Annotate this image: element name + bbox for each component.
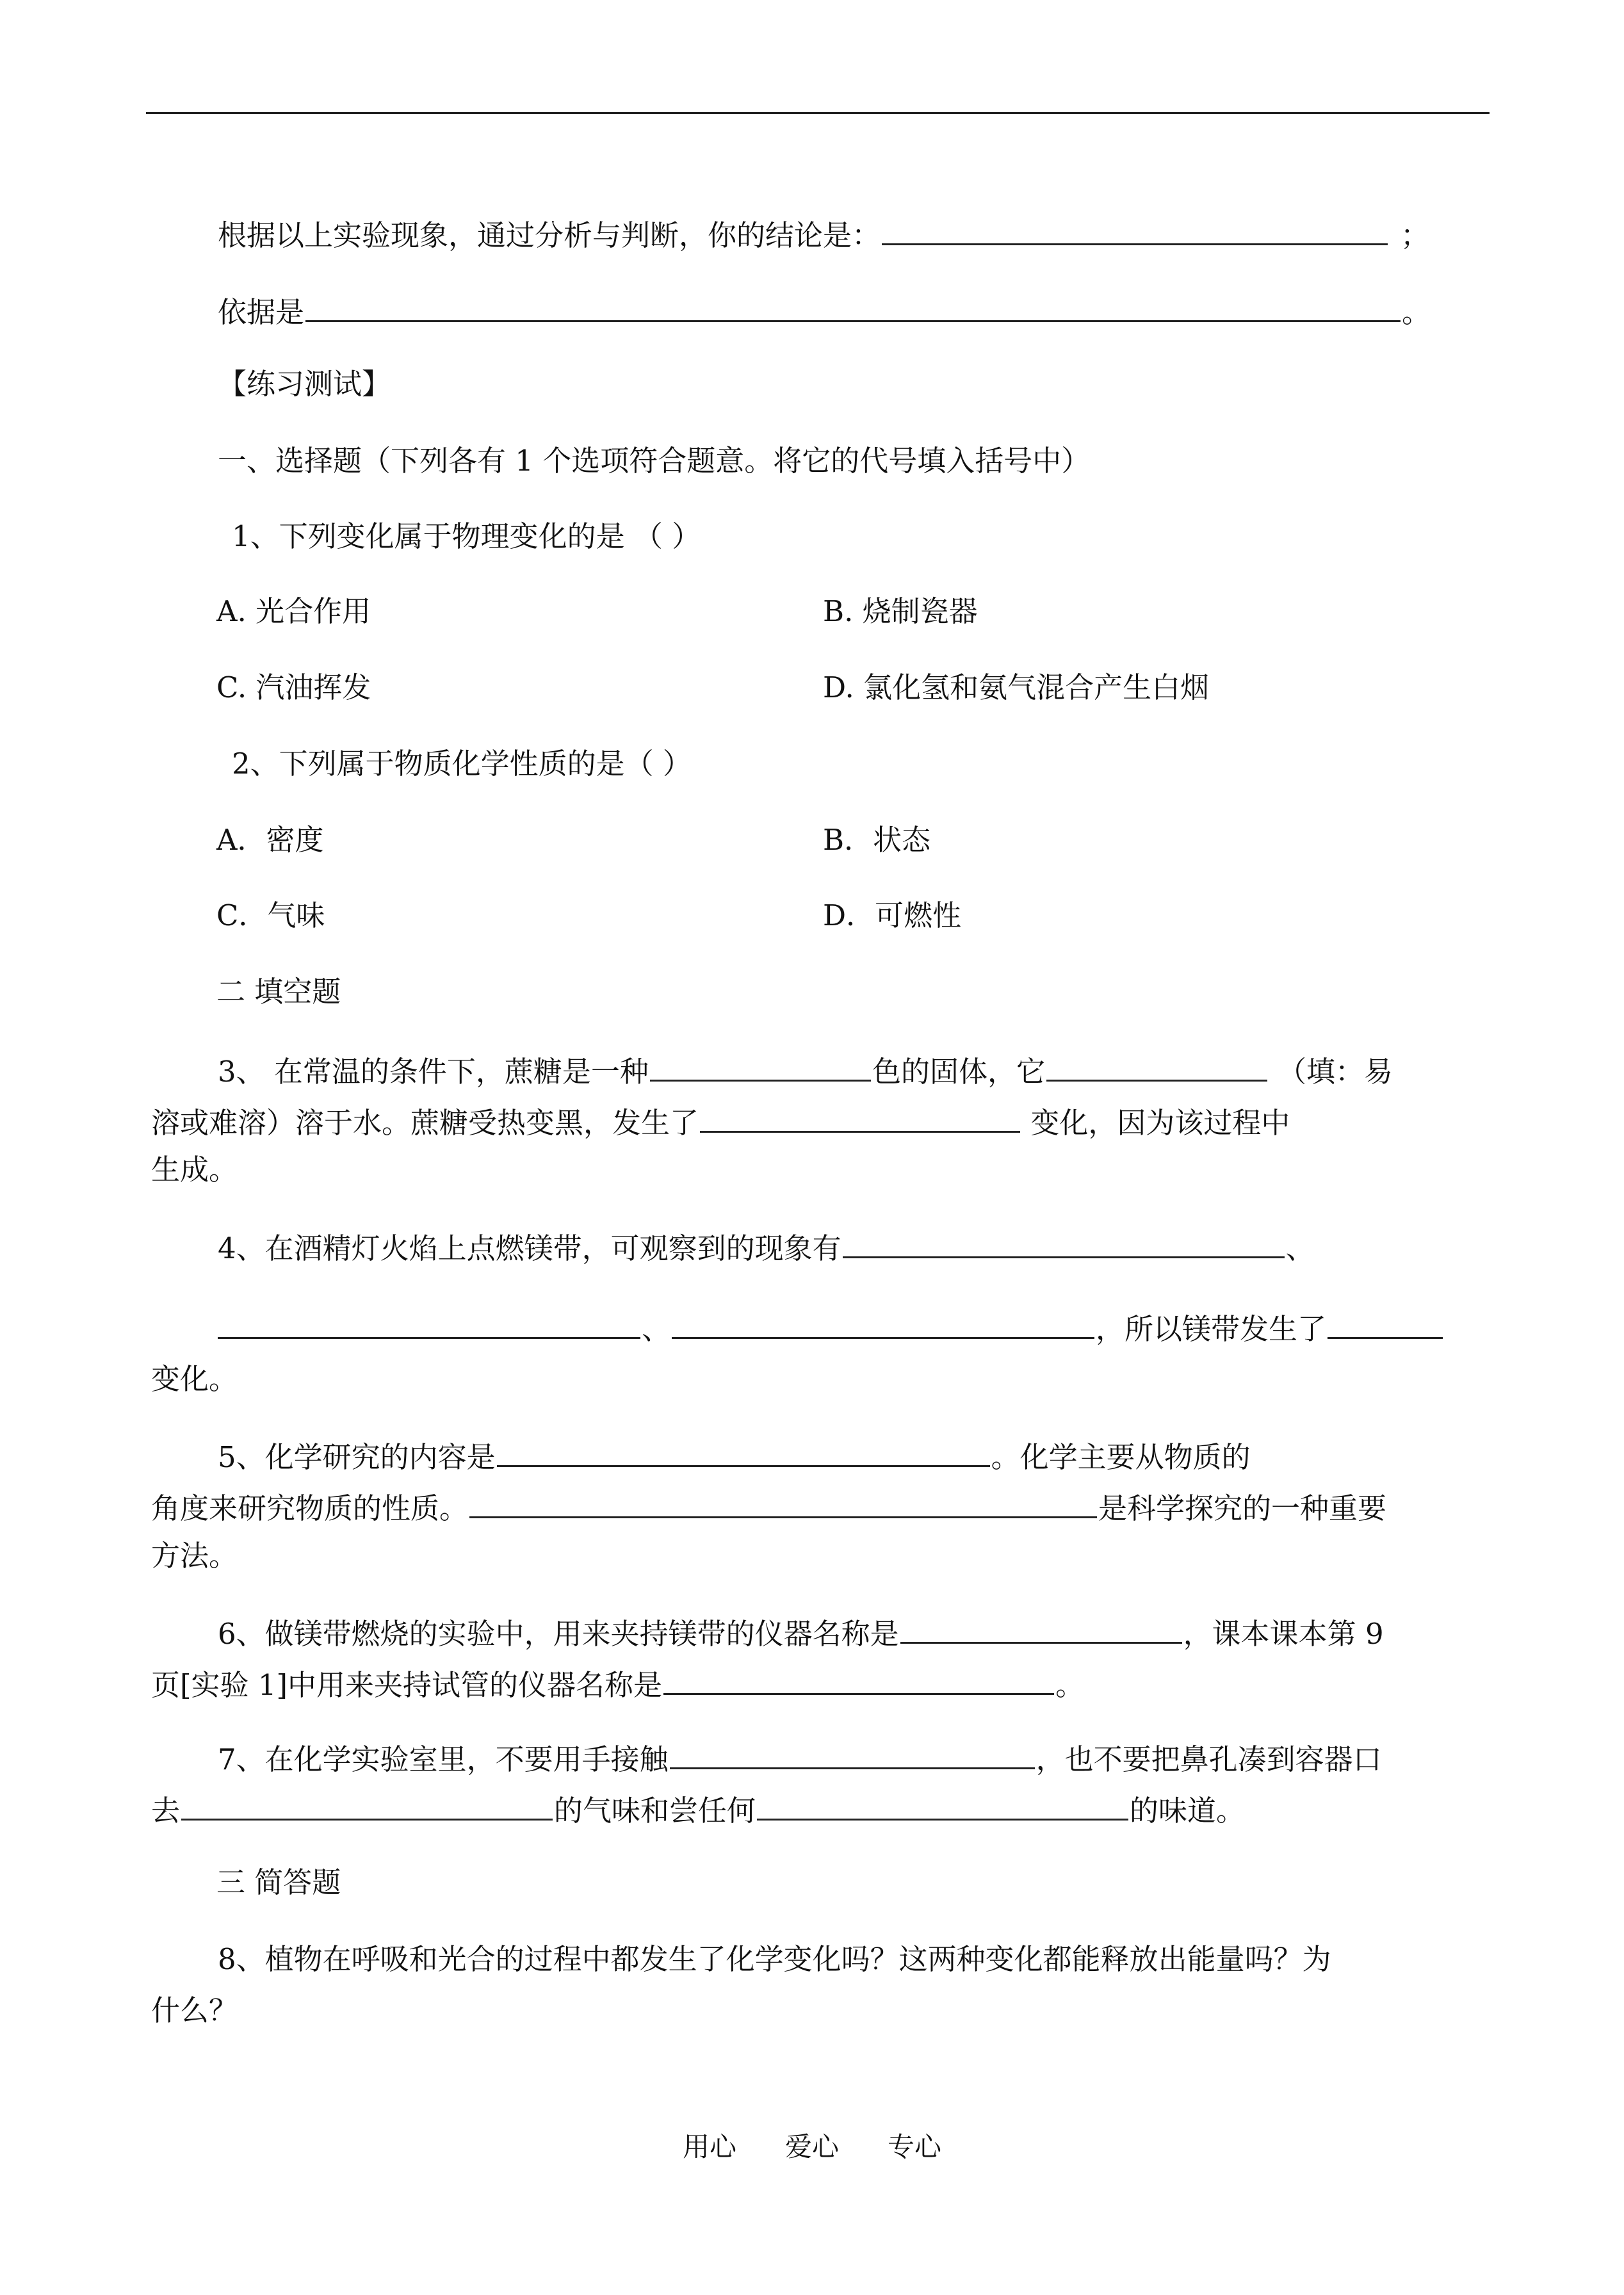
q6-text-a: 6、做镁带燃烧的实验中，用来夹持镁带的仪器名称是 (218, 1617, 899, 1651)
q6-blank-1[interactable] (900, 1611, 1182, 1644)
q5-blank-1[interactable] (497, 1434, 990, 1467)
footer-word-2: 爱心 (784, 2131, 839, 2162)
q4-line3: 变化。 (151, 1362, 238, 1396)
q6-line2 (151, 1662, 1084, 1701)
q7-text-a: 7、在化学实验室里，不要用手接触 (218, 1742, 669, 1776)
conclusion-blank[interactable] (882, 213, 1388, 245)
q4-blank-2[interactable] (218, 1306, 640, 1339)
q7-blank-2[interactable] (181, 1788, 553, 1821)
q7-text-d: 的气味和尝任何 (554, 1794, 756, 1828)
q7-blank-3[interactable] (757, 1788, 1128, 1821)
q6-text-b: ，课本课本第 9 (1183, 1617, 1384, 1651)
q7-text-b: ，也不要把鼻孔凑到容器口 (1035, 1742, 1382, 1776)
q4-text-b: 、 (1285, 1231, 1315, 1265)
basis-blank[interactable] (305, 289, 1401, 322)
basis-line (218, 289, 1431, 328)
section2-title: 二 填空题 (216, 975, 341, 1009)
q5-text-c: 角度来研究物质的性质。 (151, 1491, 469, 1525)
q3-text-c: （填：易 (1277, 1055, 1393, 1089)
basis-text: 依据是 (218, 295, 305, 329)
q5-text-d: 是科学探究的一种重要 (1098, 1491, 1387, 1525)
q2-option-c[interactable]: C．气味 (216, 898, 325, 932)
q3-blank-solubility[interactable] (1046, 1049, 1267, 1082)
conclusion-end: ； (1401, 218, 1430, 252)
q3-line1 (218, 1049, 1393, 1087)
footer-word-1: 用心 (682, 2131, 736, 2162)
q7-line2 (151, 1788, 1245, 1826)
q1-stem: 1、下列变化属于物理变化的是 （ ） (232, 519, 701, 553)
q7-line1 (218, 1737, 1382, 1775)
q3-text-e: 变化，因为该过程中 (1021, 1106, 1290, 1140)
q5-text-b: 。化学主要从物质的 (991, 1440, 1251, 1474)
q7-text-c: 去 (151, 1794, 181, 1828)
q1-option-b[interactable]: B. 烧制瓷器 (823, 594, 978, 628)
q1-option-d[interactable]: D. 氯化氢和氨气混合产生白烟 (823, 670, 1210, 704)
footer-word-3: 专心 (888, 2131, 942, 2162)
q3-blank-change[interactable] (700, 1100, 1020, 1133)
q4-line2 (218, 1306, 1444, 1345)
q5-line1 (218, 1434, 1251, 1473)
q4-line1 (218, 1226, 1315, 1264)
q7-text-e: 的味道。 (1130, 1794, 1246, 1828)
section1-title: 一、选择题（下列各有 1 个选项符合题意。将它的代号填入括号中） (218, 444, 1091, 478)
q5-line3: 方法。 (151, 1539, 238, 1573)
q3-line3: 生成。 (151, 1153, 238, 1187)
q1-option-c[interactable]: C. 汽油挥发 (216, 670, 371, 704)
q2-option-a[interactable]: A．密度 (216, 823, 324, 857)
q4-blank-1[interactable] (843, 1226, 1285, 1258)
q4-blank-3[interactable] (672, 1306, 1094, 1339)
q6-line1 (218, 1611, 1384, 1650)
q2-stem: 2、下列属于物质化学性质的是（ ） (232, 747, 692, 781)
q8-line1: 8、植物在呼吸和光合的过程中都发生了化学变化吗？这两种变化都能释放出能量吗？为 (218, 1942, 1331, 1976)
q2-option-d[interactable]: D．可燃性 (823, 898, 962, 932)
header-rule (146, 112, 1490, 114)
q6-text-c: 页[实验 1]中用来夹持试管的仪器名称是 (151, 1668, 663, 1702)
q6-blank-2[interactable] (663, 1662, 1054, 1695)
page-footer (0, 2129, 1624, 2165)
q3-blank-color[interactable] (650, 1049, 871, 1082)
q3-text-b: 色的固体，它 (872, 1055, 1045, 1089)
conclusion-text: 根据以上实验现象，通过分析与判断，你的结论是： (218, 218, 881, 252)
q1-option-a[interactable]: A. 光合作用 (216, 594, 371, 628)
q3-line2 (151, 1100, 1290, 1139)
basis-end: 。 (1402, 295, 1431, 329)
q3-text-a: 3、 在常温的条件下，蔗糖是一种 (218, 1055, 649, 1089)
q2-option-b[interactable]: B．状态 (823, 823, 931, 857)
q4-text-d: ，所以镁带发生了 (1096, 1312, 1327, 1346)
q4-blank-4[interactable] (1328, 1306, 1443, 1339)
practice-heading: 【练习测试】 (218, 367, 391, 401)
q8-line2: 什么？ (151, 1993, 238, 2027)
q5-blank-2[interactable] (469, 1486, 1097, 1518)
q3-text-d: 溶或难溶）溶于水。蔗糖受热变黑，发生了 (151, 1106, 699, 1140)
q4-text-c: 、 (642, 1312, 671, 1346)
q5-line2 (151, 1486, 1386, 1524)
q6-text-d: 。 (1055, 1668, 1085, 1702)
section3-title: 三 简答题 (216, 1865, 341, 1899)
q4-text-a: 4、在酒精灯火焰上点燃镁带，可观察到的现象有 (218, 1231, 841, 1265)
conclusion-line (218, 213, 1429, 251)
q5-text-a: 5、化学研究的内容是 (218, 1440, 496, 1474)
q7-blank-1[interactable] (670, 1737, 1035, 1769)
